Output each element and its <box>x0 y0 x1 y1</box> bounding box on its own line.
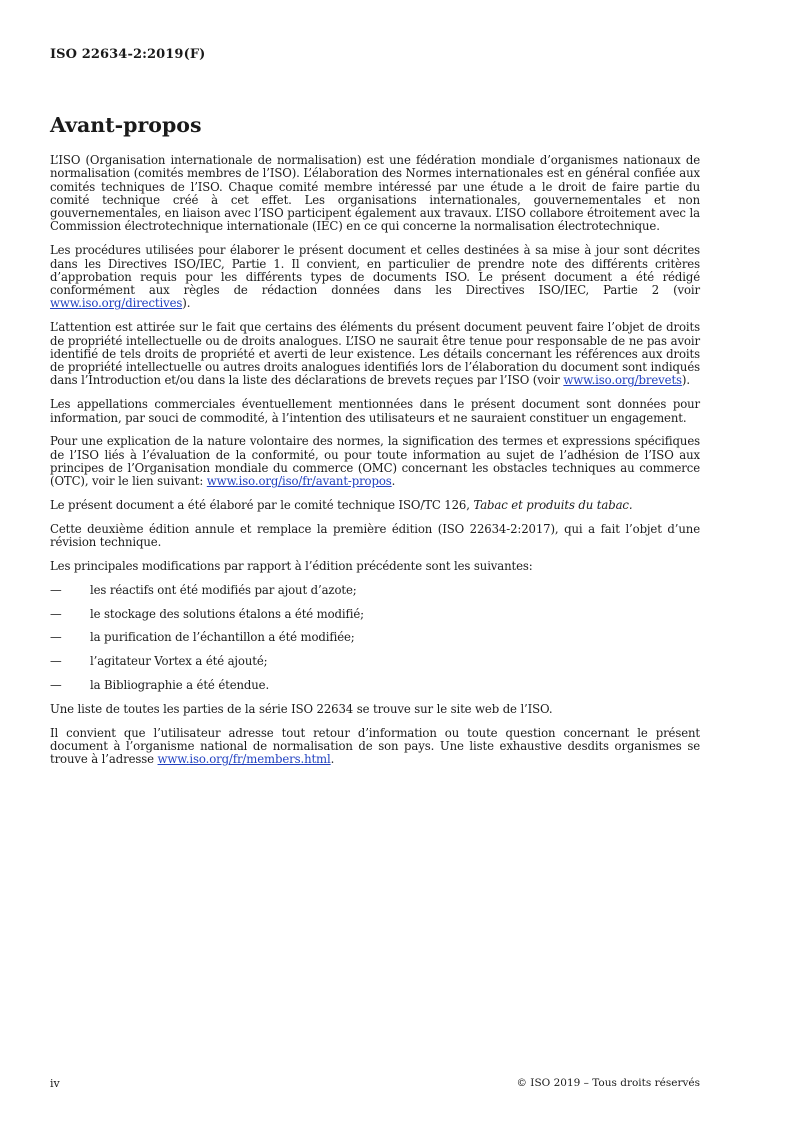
paragraph-voluntary-nature <box>50 435 700 488</box>
page-number: iv <box>50 1077 60 1090</box>
change-list-item <box>50 608 700 621</box>
paragraph-trade-names: Les appellations commerciales éventuellement mentionnées dans le présent document sont données pour information, par souci de commodité, à l’intention des utilisateurs et ne sauraient constituer un engagement. <box>50 397 700 425</box>
paragraph-voluntary-nature-end: . <box>391 474 396 489</box>
paragraph-patents-end: ). <box>681 373 690 388</box>
dash-bullet: — <box>50 582 62 597</box>
paragraph-feedback-end: . <box>330 752 335 767</box>
paragraph-iso-intro: L’ISO (Organisation internationale de normalisation) est une fédération mondiale d’organismes nationaux de normalisation (comités membres de l’ISO). L’élaboration des Normes internationales est en général confiée aux comités techniques de l’ISO. Chaque comité membre intéressé par une étude a le droit de faire partie du comité technique créé à cet effet. Les organisations internationales, gouvernementales et non gouvernementales, en liaison avec l’ISO participent également aux travaux. L’ISO collabore étroitement avec la Commission électrotechnique internationale (IEC) en ce qui concerne la normalisation électrotechnique. <box>50 153 700 234</box>
paragraph-committee <box>50 499 700 512</box>
change-list-item <box>50 655 700 668</box>
dash-bullet: — <box>50 654 62 669</box>
committee-title: Tabac et produits du tabac. <box>473 498 633 513</box>
paragraph-feedback <box>50 727 700 767</box>
document-identifier: ISO 22634-2:2019(F) <box>50 47 206 62</box>
paragraph-procedures-end: ). <box>182 296 191 311</box>
paragraph-procedures <box>50 244 700 310</box>
change-item-text: la purification de l’échantillon a été modifiée; <box>90 630 355 645</box>
section-title: Avant-propos <box>50 113 202 137</box>
paragraph-patents-text: L’attention est attirée sur le fait que certains des éléments du présent document peuvent faire l’objet de droits de propriété intellectuelle ou de droits analogues. L’ISO ne saurait être tenue pour responsable de ne pas avoir identifié de tels droits de propriété et averti de leur existence. Les détails concernant les références aux droits de propriété intellectuelle ou autres droits analogues identifiés lors de l’élaboration du document sont indiqués dans l’Introduction et/ou dans la liste des déclarations de brevets reçues par l’ISO (voir <box>50 320 700 388</box>
paragraph-committee-text: Le présent document a été élaboré par le comité technique ISO/TC 126, <box>50 498 474 513</box>
copyright-notice: © ISO 2019 – Tous droits réservés <box>516 1077 700 1089</box>
paragraph-patents <box>50 321 700 387</box>
paragraph-edition: Cette deuxième édition annule et remplace la première édition (ISO 22634-2:2017), qui a fait l’objet d’une révision technique. <box>50 521 700 550</box>
paragraph-voluntary-nature-text: Pour une explication de la nature volontaire des normes, la signification des termes et expressions spécifiques de l’ISO liés à l’évaluation de la conformité, ou pour toute information au sujet de l’adhésion de l’ISO aux principes de l’Organisation mondiale du commerce (OMC) concernant les obstacles techniques au commerce (OTC), voir le lien suivant: <box>50 434 700 489</box>
paragraph-procedures-text: Les procédures utilisées pour élaborer le présent document et celles destinées à sa mise à jour sont décrites dans les Directives ISO/IEC, Partie 1. Il convient, en particulier de prendre note des différents critères d’approbation requis pour les différents types de documents ISO. Le présent document a été rédigé conformément aux règles de rédaction données dans les Directives ISO/IEC, Partie 2 (voir <box>50 243 700 298</box>
change-item-text: le stockage des solutions étalons a été modifié; <box>90 606 364 621</box>
paragraph-feedback-text: Il convient que l’utilisateur adresse tout retour d’information ou toute question concernant le présent document à l’organisme national de normalisation de son pays. Une liste exhaustive desdits organismes se trouve à l’adresse <box>50 725 700 767</box>
change-list-item <box>50 631 700 644</box>
change-list-item <box>50 679 700 692</box>
change-list-item <box>50 584 700 597</box>
members-link[interactable]: www.iso.org/fr/members.html <box>157 752 331 767</box>
patents-link[interactable]: www.iso.org/brevets <box>563 373 682 388</box>
directives-link[interactable]: www.iso.org/directives <box>50 296 183 311</box>
dash-bullet: — <box>50 606 62 621</box>
foreword-info-link[interactable]: www.iso.org/iso/fr/avant-propos <box>206 474 392 489</box>
change-item-text: l’agitateur Vortex a été ajouté; <box>90 654 268 669</box>
change-item-text: la Bibliographie a été étendue. <box>90 677 270 692</box>
foreword-body <box>50 154 700 777</box>
change-item-text: les réactifs ont été modifiés par ajout d’azote; <box>90 582 357 597</box>
dash-bullet: — <box>50 630 62 645</box>
dash-bullet: — <box>50 677 62 692</box>
paragraph-series-parts: Une liste de toutes les parties de la série ISO 22634 se trouve sur le site web de l’ISO. <box>50 701 553 716</box>
paragraph-changes-intro: Les principales modifications par rapport à l’édition précédente sont les suivantes: <box>50 558 533 573</box>
